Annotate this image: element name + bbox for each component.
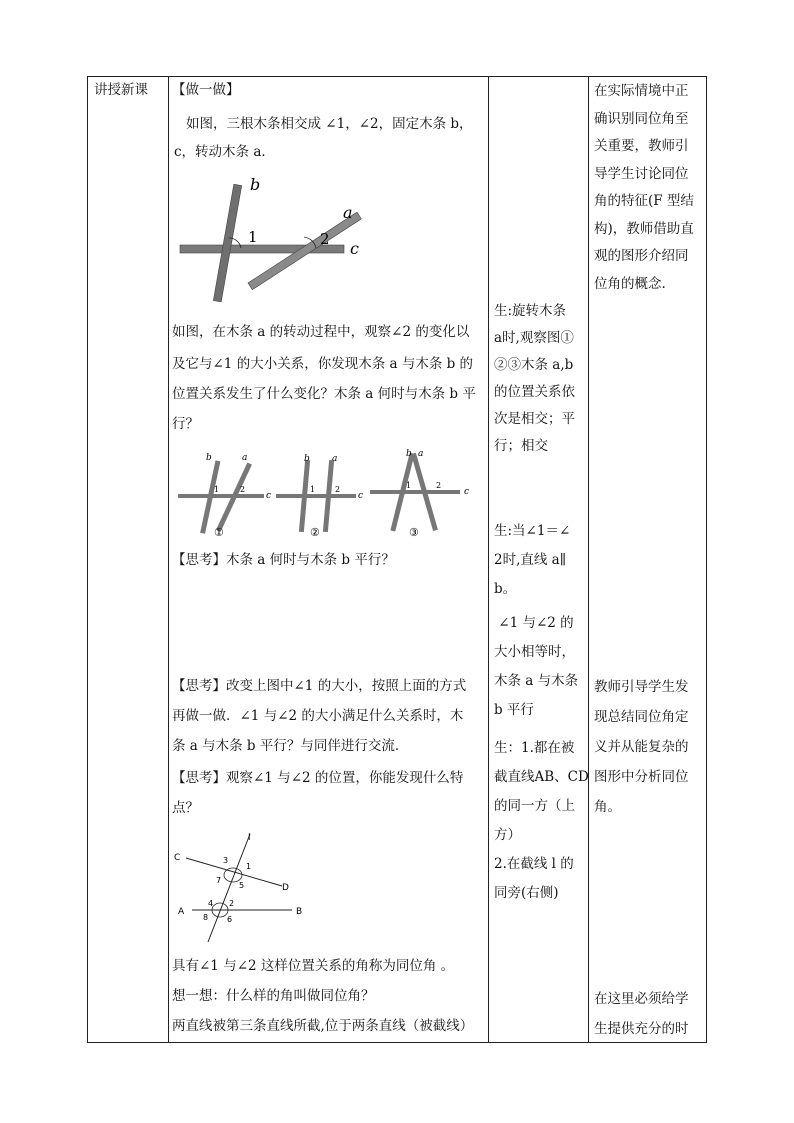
text-line: 2时,直线 a∥ <box>494 552 566 568</box>
text-line: 同旁(右侧) <box>494 885 559 901</box>
student-response-1 <box>494 298 575 460</box>
column-divider <box>488 77 489 1042</box>
label-l: l <box>248 833 251 843</box>
text-line: 导学生讨论同位 <box>594 165 689 182</box>
text-line: b 平行 <box>494 702 534 718</box>
student-response-3 <box>494 609 578 725</box>
label-5: 5 <box>239 881 245 890</box>
text-line: 关重要，教师引 <box>594 138 689 154</box>
student-response-4 <box>494 734 589 908</box>
panel-1-a: a <box>242 453 248 463</box>
text-line: 的位置关系依 <box>494 384 575 400</box>
panel-2 <box>276 454 363 539</box>
panel-1-c: c <box>266 491 272 501</box>
panel-3-number: ③ <box>409 526 419 539</box>
text-line: 观的图形介绍同 <box>594 248 689 264</box>
panel-3-1: 1 <box>406 481 412 490</box>
text-line: 的同一方（上 <box>494 798 575 814</box>
question-line-1: 如图，在木条 a 的转动过程中，观察∠2 的变化以 <box>172 324 470 340</box>
text-line: a时,观察图① <box>494 330 574 346</box>
question-line-4: 行？ <box>172 416 199 432</box>
teacher-note-3 <box>594 984 689 1044</box>
label-c: c <box>350 239 359 258</box>
question-line-3: 位置关系发生了什么变化？木条 a 何时与木条 b 平 <box>172 386 476 402</box>
panel-2-b: b <box>304 454 310 464</box>
panel-1-1: 1 <box>214 485 220 494</box>
label-6: 6 <box>227 915 233 924</box>
panel-1 <box>178 453 271 539</box>
circle-upper <box>224 868 242 882</box>
definition: 具有∠1 与∠2 这样位置关系的角称为同位角 。 <box>172 958 455 974</box>
text-line: ②③木条 a,b <box>494 357 574 373</box>
panel-3-c: c <box>464 487 470 497</box>
heading-do-it: 【做一做】 <box>172 82 240 98</box>
panel-2-c: c <box>358 491 364 501</box>
label-2: 2 <box>320 230 330 248</box>
think-question: 想一想：什么样的角叫做同位角？ <box>172 988 375 1004</box>
intro-line-1: 如图，三根木条相交成 ∠1，∠2，固定木条 b， <box>186 116 473 132</box>
text-line: 在这里必须给学 <box>594 991 689 1007</box>
teacher-note-1 <box>594 78 694 298</box>
label-2: 2 <box>229 899 235 908</box>
text-line: 生提供充分的时 <box>594 1021 689 1037</box>
panel-1-number: ① <box>214 526 224 539</box>
panel-3-b: b <box>406 449 412 459</box>
think-2-line-3: 条 a 与木条 b 平行？与同伴进行交流． <box>172 738 409 754</box>
think-3-line-1: 【思考】观察∠1 与∠2 的位置，你能发现什么特 <box>172 770 464 786</box>
label-8: 8 <box>203 913 209 922</box>
figure-three-positions <box>176 448 476 540</box>
intro-line-2: c，转动木条 a． <box>174 144 275 160</box>
question-line-2: 及它与∠1 的大小关系，你发现木条 a 与木条 b 的 <box>172 356 474 372</box>
text-line: 截直线AB、CD <box>494 769 589 785</box>
text-line: 教师引导学生发 <box>594 679 689 695</box>
figure-wooden-sticks <box>178 176 368 306</box>
panel-1-2: 2 <box>240 485 246 494</box>
text-line: 构)，教师借助直 <box>594 220 694 237</box>
text-line: 义并从能复杂的 <box>594 739 689 755</box>
last-line: 两直线被第三条直线所截,位于两条直线（被截线） <box>172 1018 474 1034</box>
text-line: 行；相交 <box>494 438 548 454</box>
label-D: D <box>282 883 289 893</box>
text-line: 生：1.都在被 <box>494 740 575 756</box>
think-1: 【思考】木条 a 何时与木条 b 平行？ <box>172 552 395 568</box>
student-response-2 <box>494 517 570 604</box>
text-line: 在实际情境中正 <box>594 83 689 99</box>
label-1: 1 <box>246 862 252 871</box>
panel-3-a: a <box>418 449 424 459</box>
think-3-line-2: 点？ <box>172 800 199 816</box>
column-divider <box>168 77 169 1042</box>
panel-2-a: a <box>332 454 338 464</box>
text-line: b。 <box>494 581 517 597</box>
text-line: 次是相交；平 <box>494 411 575 427</box>
text-line: 确识别同位角至 <box>594 110 689 127</box>
text-line: 图形中分析同位 <box>594 769 689 785</box>
label-C: C <box>174 853 181 863</box>
text-line: 木条 a 与木条 <box>494 673 579 689</box>
label-3: 3 <box>223 856 229 865</box>
panel-2-2: 2 <box>335 485 341 494</box>
stick-b <box>213 184 241 302</box>
panel-3-2: 2 <box>436 481 442 490</box>
teacher-note-2 <box>594 672 689 822</box>
think-2-line-2: 再做一做．∠1 与∠2 的大小满足什么关系时，木 <box>172 708 464 724</box>
panel-1-b: b <box>206 453 212 463</box>
label-1: 1 <box>248 228 258 246</box>
panel-2-number: ② <box>310 526 320 539</box>
panel-3 <box>370 449 469 539</box>
label-4: 4 <box>208 899 214 908</box>
text-line: 现总结同位角定 <box>594 709 689 725</box>
section-label: 讲授新课 <box>94 82 148 98</box>
label-7: 7 <box>216 876 222 885</box>
label-A: A <box>178 907 185 917</box>
text-line: 大小相等时， <box>494 644 575 660</box>
text-line: 位角的概念. <box>594 275 666 292</box>
text-line: 生:旋转木条 <box>494 303 567 319</box>
text-line: 方） <box>494 827 521 843</box>
panel-2-1: 1 <box>310 485 316 494</box>
text-line: 角。 <box>594 799 621 815</box>
label-a: a <box>343 203 353 222</box>
text-line: 角的特征(F 型结 <box>594 193 694 209</box>
text-line: 生:当∠1＝∠ <box>494 523 571 539</box>
think-2-line-1: 【思考】改变上图中∠1 的大小，按照上面的方式 <box>172 678 467 694</box>
text-line: 2.在截线 l 的 <box>494 856 574 872</box>
label-B: B <box>296 907 303 917</box>
label-b: b <box>250 176 261 194</box>
figure-corresponding-angles <box>172 828 312 946</box>
text-line: ∠1 与∠2 的 <box>494 615 574 631</box>
